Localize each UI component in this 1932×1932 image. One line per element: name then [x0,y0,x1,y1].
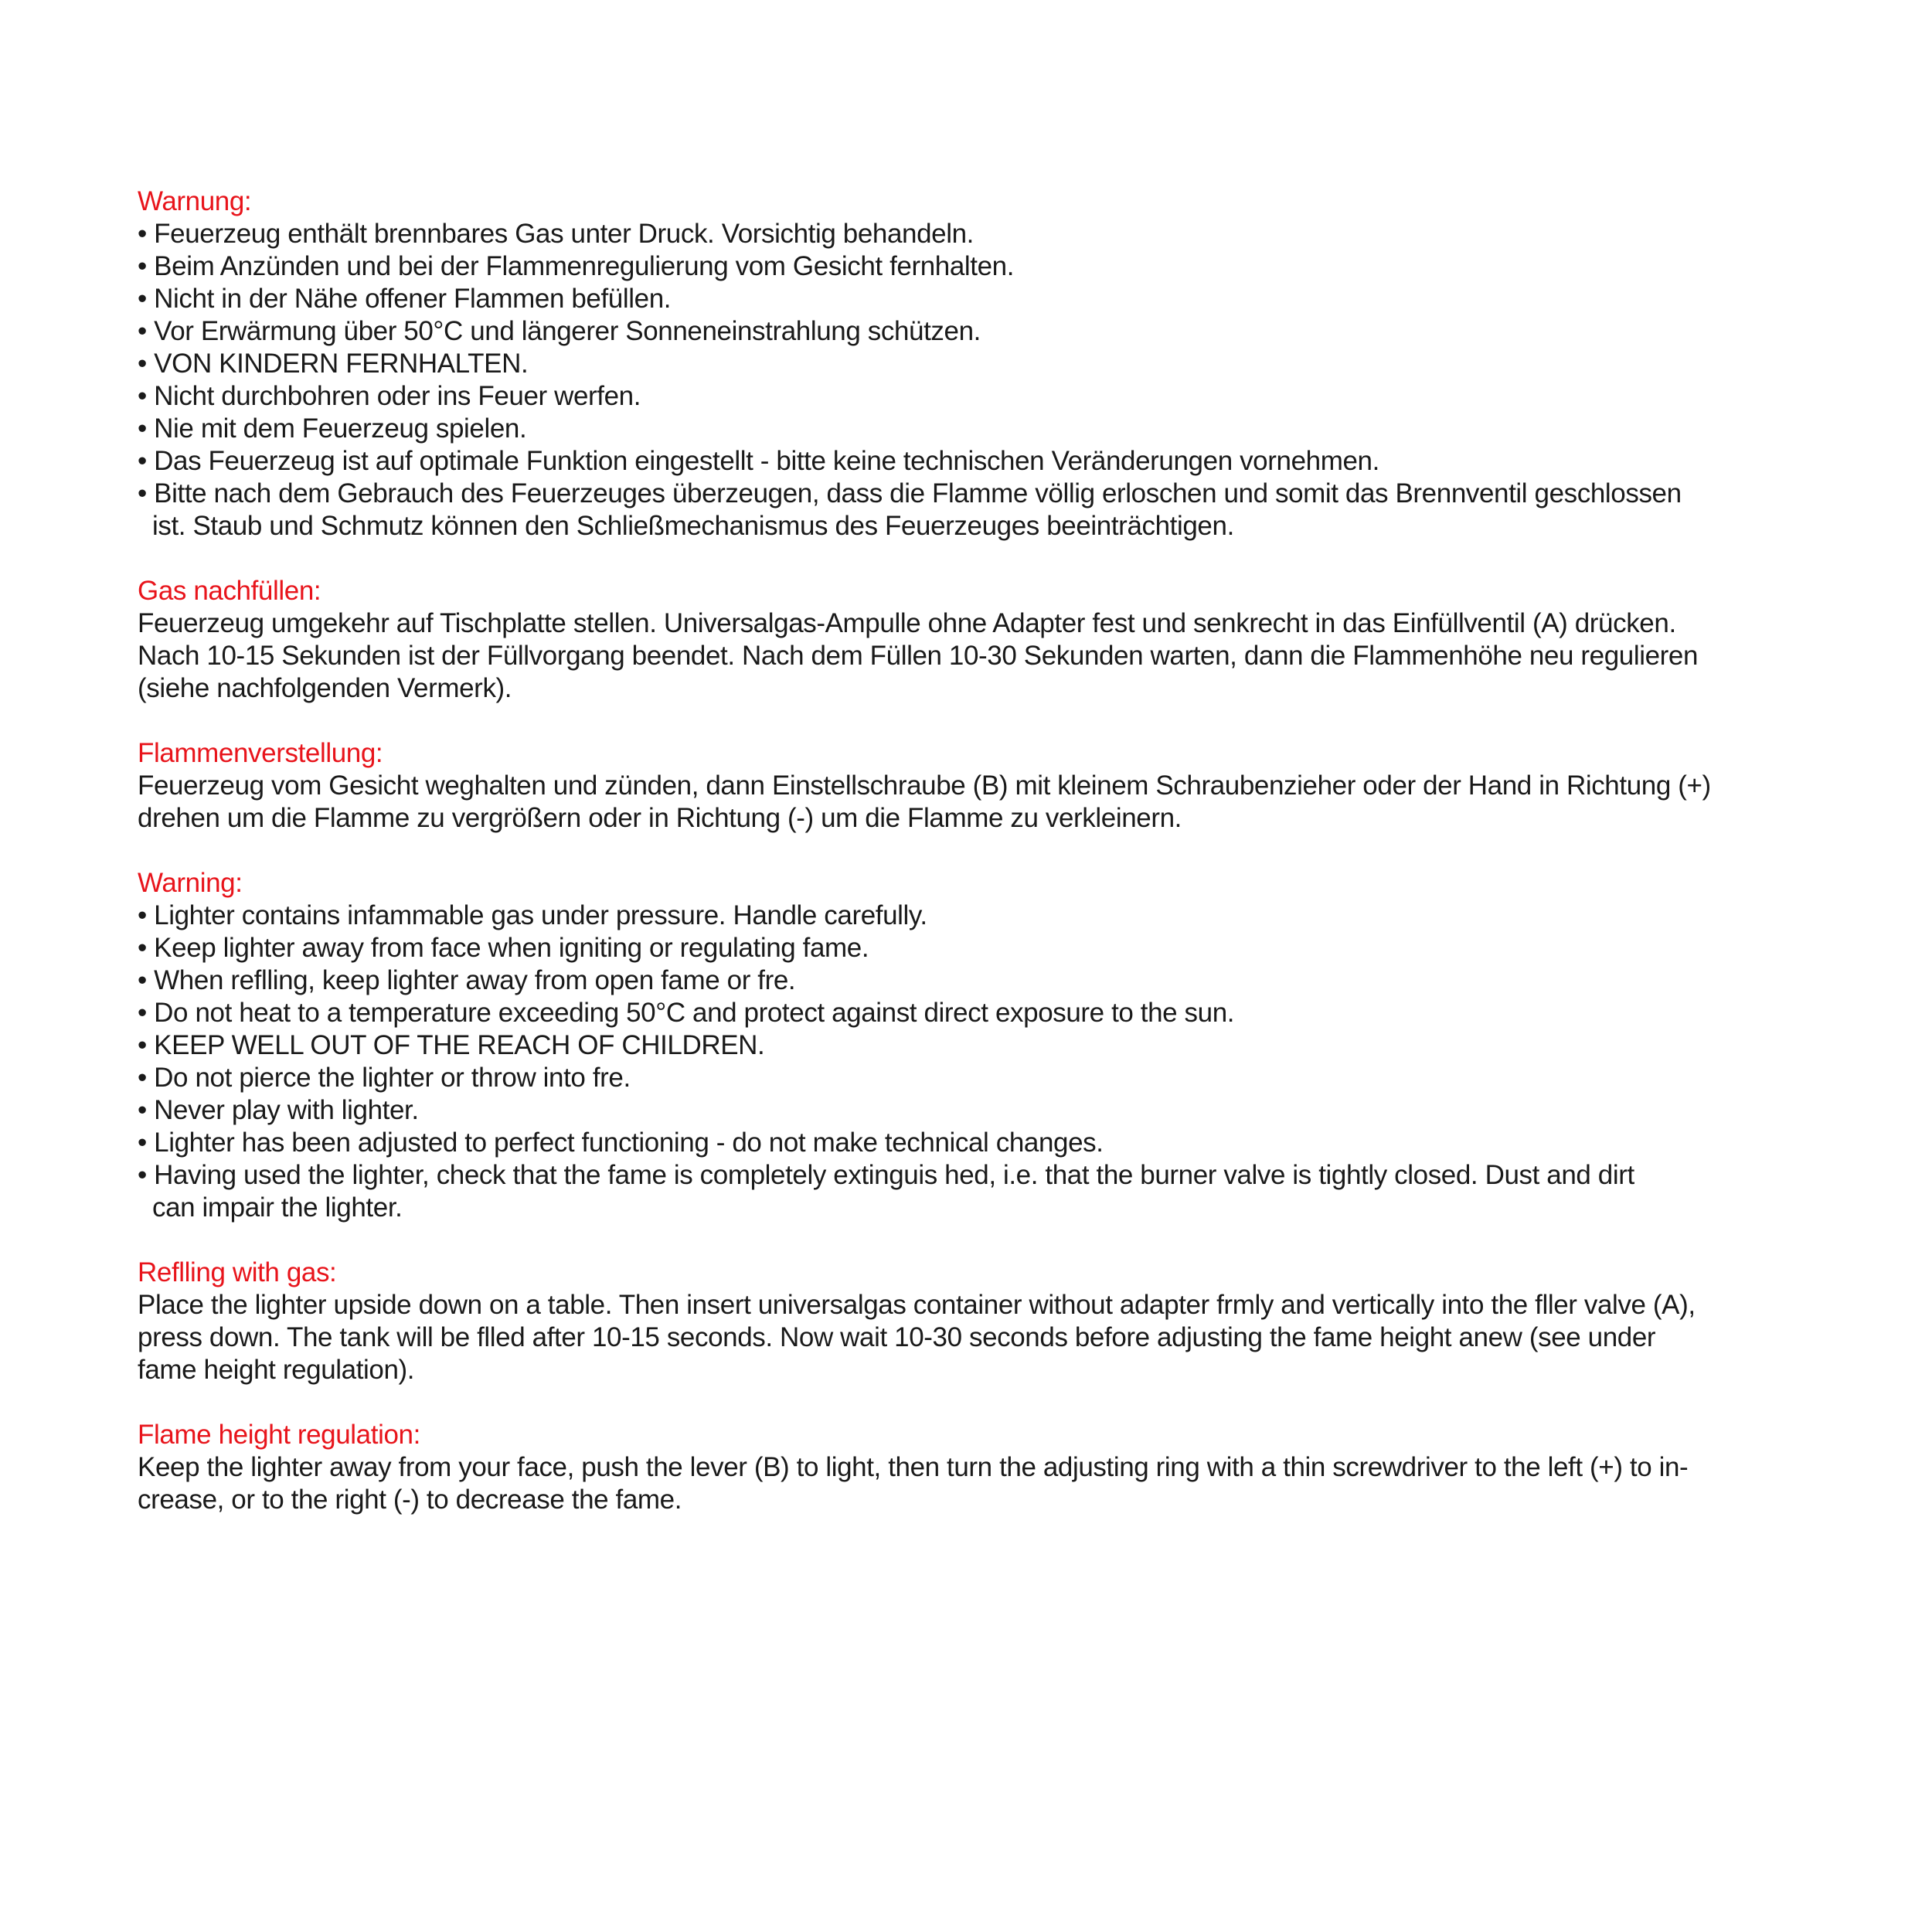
section-gas-nachfuellen-de [138,575,1892,705]
text-line: press down. The tank will be flled after 10-15 seconds. Now wait 10-30 seconds before adjusting the fame height anew (see under [138,1322,1656,1352]
text-line: crease, or to the right (-) to decrease the fame. [138,1485,682,1515]
text-line: • Keep lighter away from face when igniting or regulating fame. [138,933,869,963]
text-line: • KEEP WELL OUT OF THE REACH OF CHILDREN. [138,1030,765,1060]
section-heading: Warnung: [138,186,252,216]
text-line: • Do not heat to a temperature exceeding 50°C and protect against direct exposure to the sun. [138,998,1235,1028]
text-line: • Do not pierce the lighter or throw into fre. [138,1063,631,1093]
section-flammenverstellung-de [138,737,1892,835]
text-line: Keep the lighter away from your face, push the lever (B) to light, then turn the adjusting ring with a thin screwdriver to the left (+) to in- [138,1452,1689,1482]
text-line: • Lighter contains infammable gas under pressure. Handle carefully. [138,900,927,930]
text-line: Place the lighter upside down on a table. Then insert universalgas container without adapter frmly and vertically into the fller valve (A), [138,1290,1696,1320]
text-line: • Nie mit dem Feuerzeug spielen. [138,413,527,444]
section-heading: Flammenverstellung: [138,738,383,768]
section-heading: Flame height regulation: [138,1420,420,1450]
section-refilling-en [138,1257,1892,1386]
section-heading: Gas nachfüllen: [138,576,321,606]
text-line: • Feuerzeug enthält brennbares Gas unter Druck. Vorsichtig behandeln. [138,219,974,249]
section-heading: Reflling with gas: [138,1257,337,1287]
text-line: • When reflling, keep lighter away from open fame or fre. [138,965,796,995]
text-line: fame height regulation). [138,1355,415,1385]
text-line: • Das Feuerzeug ist auf optimale Funktion eingestellt - bitte keine technischen Veränderungen vornehmen. [138,446,1379,476]
section-warnung-de [138,185,1892,543]
text-line: • Vor Erwärmung über 50°C und längerer Sonneneinstrahlung schützen. [138,316,981,346]
text-line: (siehe nachfolgenden Vermerk). [138,673,512,703]
text-line: Feuerzeug vom Gesicht weghalten und zünden, dann Einstellschraube (B) mit kleinem Schraubenzieher oder der Hand in Richtung (+) [138,770,1711,801]
text-line: • Beim Anzünden und bei der Flammenregulierung vom Gesicht fernhalten. [138,251,1015,281]
text-line: • Lighter has been adjusted to perfect functioning - do not make technical changes. [138,1128,1104,1158]
text-line: • Having used the lighter, check that the fame is completely extinguis hed, i.e. that the burner valve is tightly closed. Dust and dirt [138,1160,1634,1190]
text-line: Feuerzeug umgekehr auf Tischplatte stellen. Universalgas-Ampulle ohne Adapter fest und senkrecht in das Einfüllventil (A) drücken. [138,608,1676,638]
text-line: Nach 10-15 Sekunden ist der Füllvorgang beendet. Nach dem Füllen 10-30 Sekunden warten, dann die Flammenhöhe neu regulieren [138,641,1699,671]
section-heading: Warning: [138,868,243,898]
text-line: • Never play with lighter. [138,1095,419,1125]
section-warning-en [138,867,1892,1224]
text-line: • Nicht durchbohren oder ins Feuer werfen. [138,381,641,411]
text-line: can impair the lighter. [152,1192,403,1223]
text-line: • Nicht in der Nähe offener Flammen befüllen. [138,284,672,314]
text-line: • Bitte nach dem Gebrauch des Feuerzeuges überzeugen, dass die Flamme völlig erloschen und somit das Brennventil geschlossen [138,478,1682,509]
text-line: • VON KINDERN FERNHALTEN. [138,349,529,379]
text-line: ist. Staub und Schmutz können den Schließmechanismus des Feuerzeuges beeinträchtigen. [152,511,1234,541]
text-line: drehen um die Flamme zu vergrößern oder in Richtung (-) um die Flamme zu verkleinern. [138,803,1182,833]
section-flame-height-en [138,1419,1892,1516]
instruction-text-block [138,185,1892,1516]
